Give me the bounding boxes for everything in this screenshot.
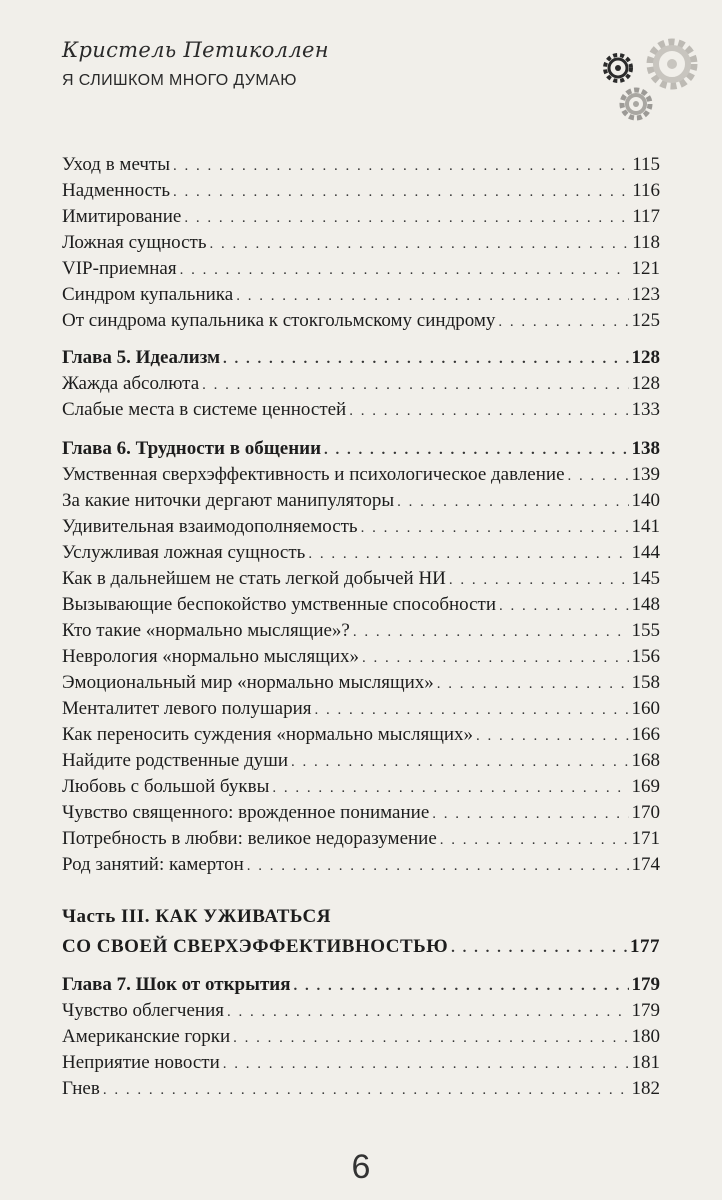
- toc-page: 139: [631, 464, 660, 485]
- toc-page: 144: [631, 542, 660, 563]
- leader-dots: [324, 437, 628, 463]
- toc-page: 115: [632, 154, 660, 175]
- toc-title: СО СВОЕЙ СВЕРХЭФФЕКТИВНОСТЬЮ: [62, 936, 449, 957]
- toc-title: Потребность в любви: великое недоразумение: [62, 828, 437, 849]
- toc-entry: [62, 748, 660, 774]
- toc-page: 168: [631, 750, 660, 771]
- toc-page: 116: [632, 180, 660, 201]
- toc-part: [62, 934, 660, 960]
- toc-title: Жажда абсолюта: [62, 373, 200, 394]
- toc-entry: [62, 1076, 660, 1102]
- toc-page: 121: [631, 258, 660, 279]
- leader-dots: [362, 645, 629, 671]
- leader-dots: [233, 1025, 628, 1051]
- toc-title: Неврология «нормально мыслящих»: [62, 646, 359, 667]
- toc-entry: [62, 852, 660, 878]
- toc-entry: [62, 644, 660, 670]
- leader-dots: [308, 541, 628, 567]
- toc-page: 155: [631, 620, 660, 641]
- toc-title: Слабые места в системе ценностей: [62, 399, 347, 420]
- toc-page: 179: [631, 1000, 660, 1021]
- toc-entry: [62, 397, 660, 423]
- toc-title: Чувство священного: врожденное понимание: [62, 802, 430, 823]
- running-header: [62, 38, 329, 90]
- toc-entry: [62, 462, 660, 488]
- toc-title: Менталитет левого полушария: [62, 698, 312, 719]
- toc-part-heading: Часть III. КАК УЖИВАТЬСЯ: [62, 906, 331, 927]
- leader-dots: [397, 489, 628, 515]
- leader-dots: [568, 463, 629, 489]
- leader-dots: [498, 309, 628, 335]
- toc-title: Найдите родственные души: [62, 750, 289, 771]
- toc-title: От синдрома купальника к стокгольмскому синдрому: [62, 310, 496, 331]
- leader-dots: [449, 567, 629, 593]
- leader-dots: [247, 853, 629, 879]
- toc-entry: [62, 230, 660, 256]
- toc-page: 148: [631, 594, 660, 615]
- toc-entry: [62, 282, 660, 308]
- toc-page: 138: [631, 438, 660, 459]
- toc-title: Эмоциональный мир «нормально мыслящих»: [62, 672, 434, 693]
- page-number: 6: [351, 1148, 371, 1186]
- toc-page: 156: [631, 646, 660, 667]
- leader-dots: [437, 671, 629, 697]
- leader-dots: [180, 257, 629, 283]
- leader-dots: [184, 205, 629, 231]
- leader-dots: [272, 775, 628, 801]
- toc-page: 118: [632, 232, 660, 253]
- leader-dots: [451, 935, 627, 961]
- toc-page: 179: [631, 974, 660, 995]
- gears-icon: [596, 28, 716, 128]
- toc-page: 140: [631, 490, 660, 511]
- toc-title: Глава 7. Шок от открытия: [62, 974, 291, 995]
- leader-dots: [223, 1051, 629, 1077]
- toc-page: 174: [631, 854, 660, 875]
- toc-title: Ложная сущность: [62, 232, 207, 253]
- toc-title: Надменность: [62, 180, 170, 201]
- leader-dots: [210, 231, 630, 257]
- toc-page: 158: [631, 672, 660, 693]
- leader-dots: [223, 346, 628, 372]
- toc-title: Уход в мечты: [62, 154, 171, 175]
- toc-page: 133: [631, 399, 660, 420]
- leader-dots: [202, 372, 628, 398]
- toc-page: 123: [631, 284, 660, 305]
- toc-entry: [62, 696, 660, 722]
- toc-entry: [62, 488, 660, 514]
- toc-title: Как переносить суждения «нормально мыслящих»: [62, 724, 473, 745]
- leader-dots: [432, 801, 628, 827]
- toc-page: 141: [631, 516, 660, 537]
- toc-entry: [62, 774, 660, 800]
- toc-entry: [62, 371, 660, 397]
- toc-title: Любовь с большой буквы: [62, 776, 270, 797]
- toc-entry: [62, 1050, 660, 1076]
- toc-entry: [62, 618, 660, 644]
- toc-chapter: [62, 345, 660, 371]
- author-name: Кристель Петиколлен: [62, 38, 329, 62]
- leader-dots: [173, 153, 629, 179]
- toc-entry: [62, 800, 660, 826]
- toc-page: 180: [631, 1026, 660, 1047]
- leader-dots: [315, 697, 629, 723]
- toc-page: 117: [632, 206, 660, 227]
- toc-entry: [62, 1024, 660, 1050]
- toc-title: Кто такие «нормально мыслящие»?: [62, 620, 350, 641]
- leader-dots: [227, 999, 628, 1025]
- toc-title: Род занятий: камертон: [62, 854, 244, 875]
- leader-dots: [103, 1077, 629, 1103]
- leader-dots: [361, 515, 629, 541]
- toc-page: 125: [631, 310, 660, 331]
- toc-page: 128: [631, 347, 660, 368]
- toc-entry: [62, 152, 660, 178]
- leader-dots: [353, 619, 629, 645]
- toc-chapter: [62, 972, 660, 998]
- toc-entry: [62, 722, 660, 748]
- toc-entry: [62, 204, 660, 230]
- leader-dots: [294, 973, 629, 999]
- toc-entry: [62, 592, 660, 618]
- toc-page: 177: [630, 936, 660, 957]
- toc-entry: [62, 826, 660, 852]
- toc-entry: [62, 308, 660, 334]
- book-title: Я СЛИШКОМ МНОГО ДУМАЮ: [62, 72, 297, 89]
- toc-page: 181: [631, 1052, 660, 1073]
- toc-title: Удивительная взаимодополняемость: [62, 516, 358, 537]
- toc-title: Имитирование: [62, 206, 182, 227]
- leader-dots: [236, 283, 628, 309]
- toc-title: За какие ниточки дергают манипуляторы: [62, 490, 395, 511]
- toc-title: Услужливая ложная сущность: [62, 542, 306, 563]
- toc-title: Вызывающие беспокойство умственные способности: [62, 594, 497, 615]
- toc-entry: [62, 256, 660, 282]
- toc-entry: [62, 540, 660, 566]
- toc-title: VIP-приемная: [62, 258, 177, 279]
- toc-page: 182: [631, 1078, 660, 1099]
- toc-page: 166: [631, 724, 660, 745]
- toc-title: Глава 6. Трудности в общении: [62, 438, 322, 459]
- toc-entry: [62, 566, 660, 592]
- toc-title: Синдром купальника: [62, 284, 234, 305]
- leader-dots: [173, 179, 629, 205]
- leader-dots: [499, 593, 628, 619]
- toc-entry: [62, 998, 660, 1024]
- toc-page: 171: [631, 828, 660, 849]
- toc-title: Как в дальнейшем не стать легкой добычей НИ: [62, 568, 446, 589]
- toc-entry: [62, 514, 660, 540]
- toc-title: Глава 5. Идеализм: [62, 347, 221, 368]
- leader-dots: [349, 398, 628, 424]
- toc-title: Чувство облегчения: [62, 1000, 225, 1021]
- toc-title: Американские горки: [62, 1026, 231, 1047]
- toc-page: 170: [631, 802, 660, 823]
- toc-entry: [62, 670, 660, 696]
- toc-page: 169: [631, 776, 660, 797]
- toc-page: 160: [631, 698, 660, 719]
- toc-title: Умственная сверхэффективность и психологическое давление: [62, 464, 565, 485]
- toc-entry: [62, 178, 660, 204]
- toc-chapter: [62, 436, 660, 462]
- leader-dots: [440, 827, 629, 853]
- leader-dots: [476, 723, 629, 749]
- leader-dots: [291, 749, 628, 775]
- toc-page: 145: [631, 568, 660, 589]
- toc-page: 128: [631, 373, 660, 394]
- toc-title: Гнев: [62, 1078, 100, 1099]
- toc-title: Неприятие новости: [62, 1052, 220, 1073]
